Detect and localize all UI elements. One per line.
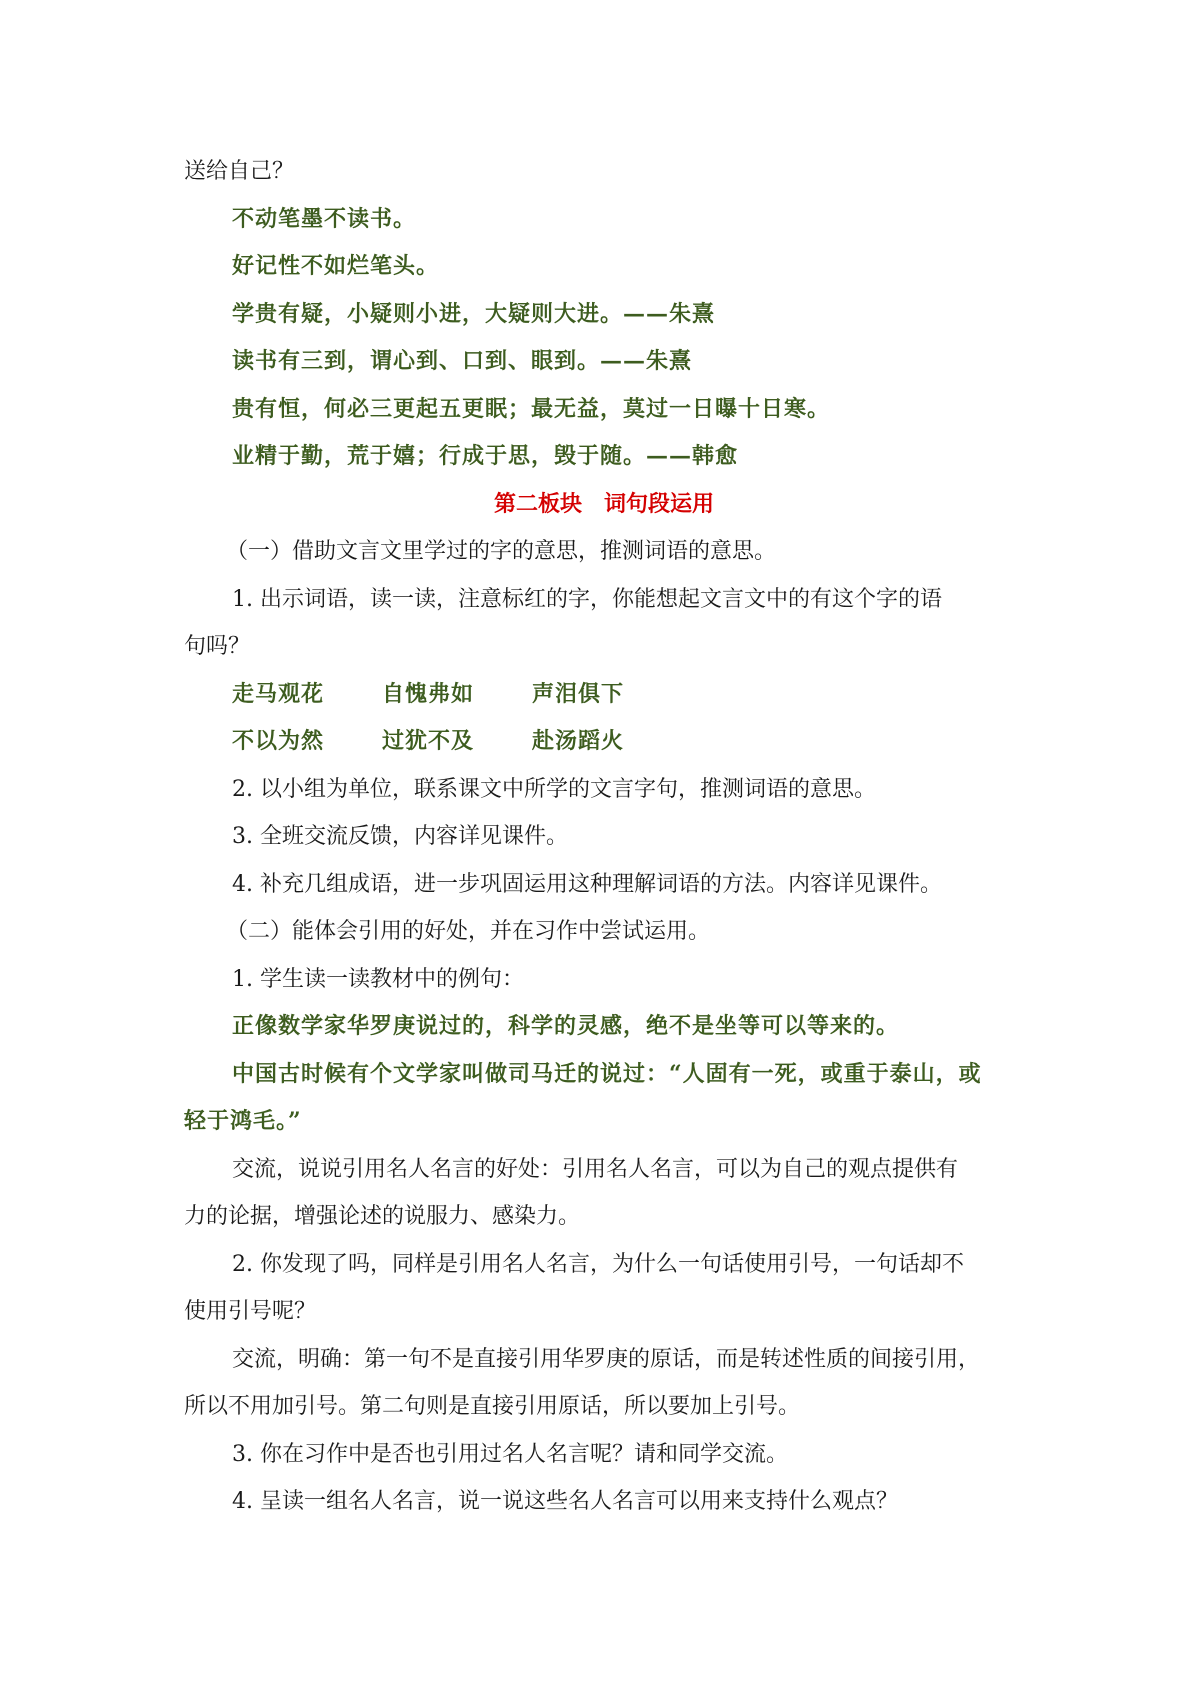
part1-step4: 4. 补充几组成语，进一步巩固运用这种理解词语的方法。内容详见课件。 (232, 871, 942, 897)
word: 不以为然 (232, 728, 325, 754)
example-1: 正像数学家华罗庚说过的，科学的灵感，绝不是坐等可以等来的。 (232, 1013, 900, 1039)
part2-step2-line1: 2. 你发现了吗，同样是引用名人名言，为什么一句话使用引号，一句话却不 (232, 1251, 964, 1277)
part1-heading: （一）借助文言文里学过的字的意思，推测词语的意思。 (226, 539, 777, 564)
quote-1: 不动笔墨不读书。 (232, 205, 417, 232)
part1-step3: 3. 全班交流反馈，内容详见课件。 (232, 824, 568, 849)
part1-step2: 2. 以小组为单位，联系课文中所学的文言字句，推测词语的意思。 (232, 776, 876, 802)
discuss-1-line1: 交流，说说引用名人名言的好处：引用名人名言，可以为自己的观点提供有 (232, 1156, 959, 1182)
quote-3: 学贵有疑，小疑则小进，大疑则大进。——朱熹 (232, 300, 716, 327)
part2-step2-line2: 使用引号呢？ (184, 1299, 317, 1324)
part1-step1-line1: 1. 出示词语，读一读，注意标红的字，你能想起文言文中的有这个字的语 (232, 586, 942, 612)
part2-step3: 3. 你在习作中是否也引用过名人名言呢？请和同学交流。 (232, 1441, 788, 1467)
quote-2: 好记性不如烂笔头。 (232, 253, 440, 279)
discuss-1-line2: 力的论据，增强论述的说服力、感染力。 (184, 1204, 581, 1229)
quote-4: 读书有三到，谓心到、口到、眼到。——朱熹 (232, 348, 693, 374)
word: 赴汤蹈火 (532, 728, 625, 754)
part2-step1: 1. 学生读一读教材中的例句： (232, 966, 524, 992)
words-row-1 (184, 671, 1024, 719)
part2-heading: （二）能体会引用的好处，并在习作中尝试运用。 (226, 919, 711, 944)
quote-5: 贵有恒，何必三更起五更眠；最无益，莫过一日曝十日寒。 (232, 395, 831, 422)
document-page (184, 148, 1024, 1526)
part2-step4: 4. 呈读一组名人名言，说一说这些名人名言可以用来支持什么观点？ (232, 1489, 898, 1514)
intro-tail: 送给自己？ (184, 159, 295, 184)
word: 自愧弗如 (382, 680, 475, 707)
word: 走马观花 (232, 680, 325, 707)
word: 过犹不及 (382, 728, 475, 754)
discuss-2-line2: 所以不用加引号。第二句则是直接引用原话，所以要加上引号。 (184, 1394, 801, 1419)
example-2-line2: 轻于鸿毛。” (184, 1108, 302, 1134)
example-2-line1: 中国古时候有个文学家叫做司马迁的说过：“人固有一死，或重于泰山，或 (232, 1060, 982, 1087)
discuss-2-line1: 交流，明确：第一句不是直接引用华罗庚的原话，而是转述性质的间接引用， (232, 1346, 981, 1372)
section-title: 第二板块 词句段运用 (493, 490, 714, 517)
word: 声泪俱下 (532, 680, 625, 707)
quote-6: 业精于勤，荒于嬉；行成于思，毁于随。——韩愈 (232, 443, 739, 469)
words-row-2 (184, 718, 1024, 766)
part1-step1-line2: 句吗？ (184, 634, 251, 659)
